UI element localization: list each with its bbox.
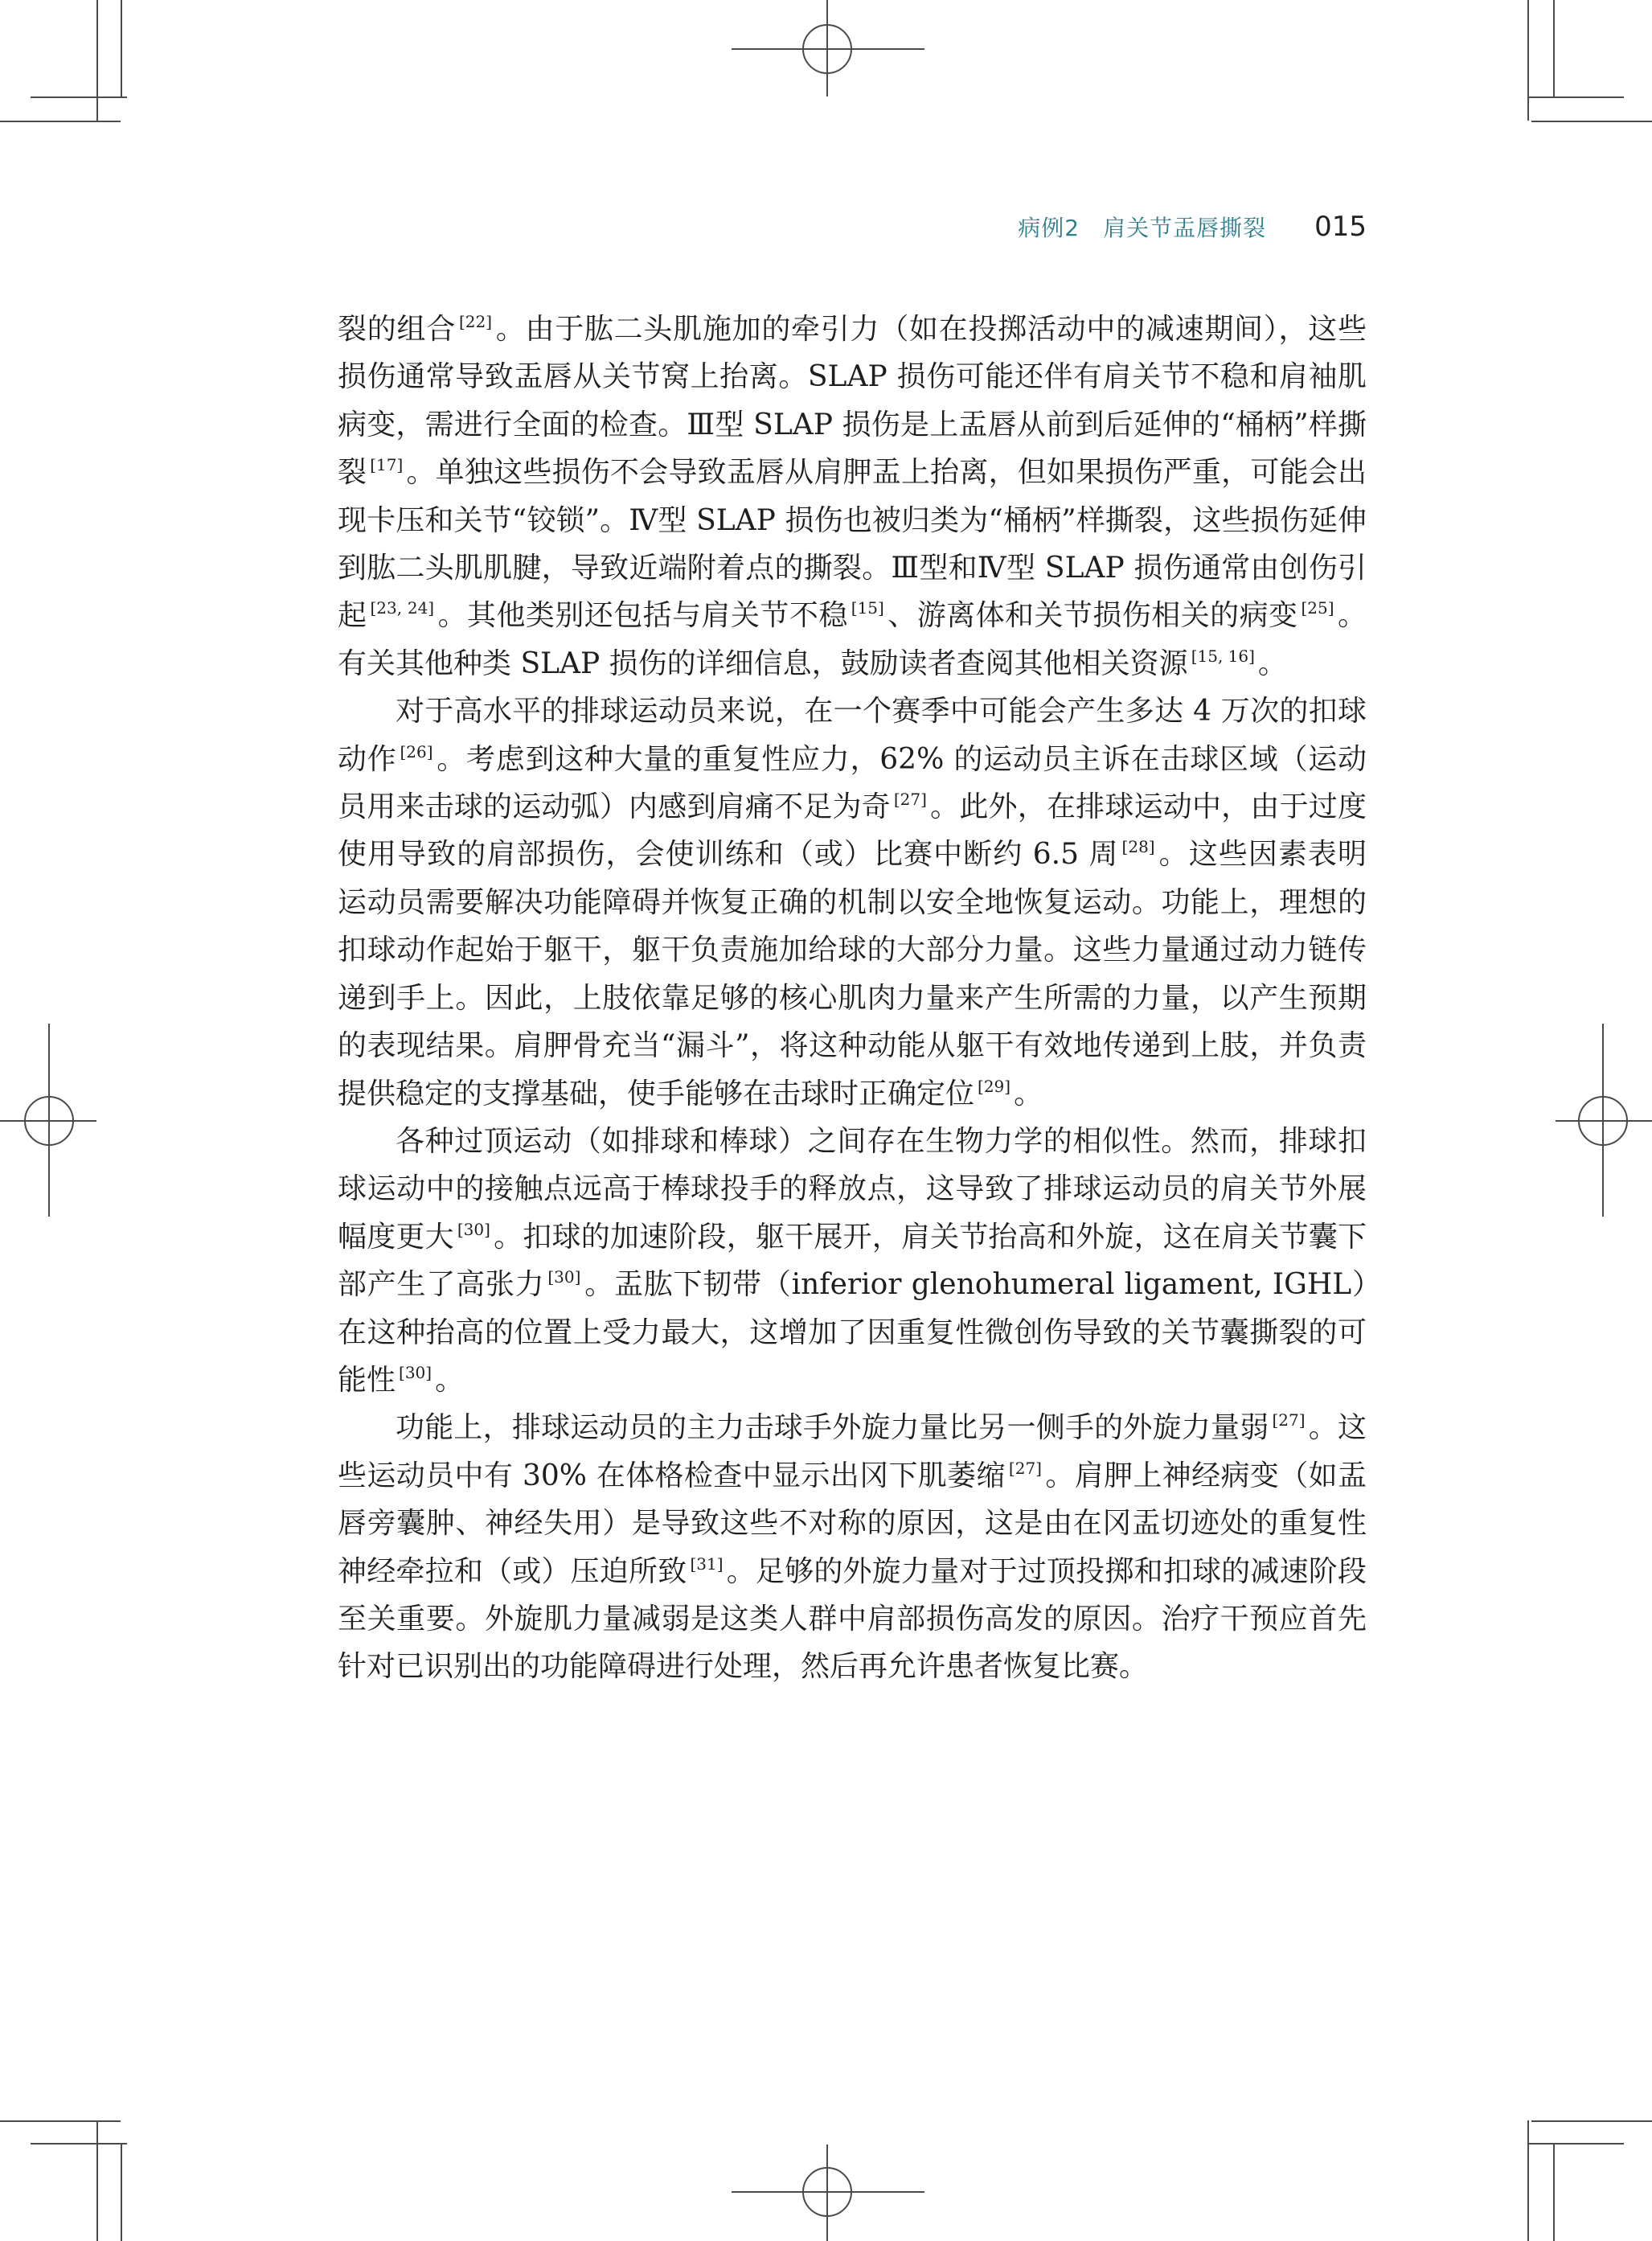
text-run: 对于高水平的排球运动员来说，在一个赛季中可能会产生多达 4 万次的扣球动作 [338,695,1367,776]
citation-ref: [27] [1008,1458,1042,1478]
text-run: 。盂肱下韧带（inferior glenohumeral ligament, IGHL）在这种抬高的位置上受力最大，这增加了因重复性微创伤导致的关节囊撕裂的可能性 [338,1268,1367,1397]
citation-ref: [30] [399,1362,432,1382]
text-run: 。由于肱二头肌施加的牵引力（如在投掷活动中的减速期间），这些损伤通常导致盂唇从关节窝上抬离。SLAP 损伤可能还伴有肩关节不稳和肩袖肌病变，需进行全面的检查。Ⅲ型 SLAP 损伤是上盂唇从前到后延伸的“桶柄”样撕裂 [338,313,1367,490]
citation-ref: [26] [400,741,433,761]
text-run: 。这些因素表明运动员需要解决功能障碍并恢复正确的机制以安全地恢复运动。功能上，理想的扣球动作起始于躯干，躯干负责施加给球的大部分力量。这些力量通过动力链传递到手上。因此，上肢依靠足够的核心肌肉力量来产生所需的力量，以产生预期的表现结果。肩胛骨充当“漏斗”，将这种动能从躯干有效地传递到上肢，并负责提供稳定的支撑基础，使手能够在击球时正确定位 [338,838,1367,1110]
citation-ref: [15] [851,598,884,618]
citation-ref: [31] [690,1554,724,1574]
page-number: 015 [1314,211,1367,243]
text-run: 。 [1257,646,1287,680]
text-run: 。 [1014,1077,1043,1110]
citation-ref: [23, 24] [370,598,435,618]
text-run: 各种过顶运动（如排球和棒球）之间存在生物力学的相似性。然而，排球扣球运动中的接触点远高于棒球投手的释放点，这导致了排球运动员的肩关节外展幅度更大 [338,1124,1367,1254]
chapter-title: 病例2 肩关节盂唇撕裂 [1018,215,1267,241]
text-run: 。足够的外旋力量对于过顶投掷和扣球的减速阶段至关重要。外旋肌力量减弱是这类人群中肩部损伤高发的原因。治疗干预应首先针对已识别出的功能障碍进行处理，然后再允许患者恢复比赛。 [338,1554,1367,1684]
citation-ref: [22] [458,312,492,331]
text-run: 。有关其他种类 SLAP 损伤的详细信息，鼓励读者查阅其他相关资源 [338,599,1367,680]
paragraph [338,1118,1367,1404]
text-run: 。扣球的加速阶段，躯干展开，肩关节抬高和外旋，这在肩关节囊下部产生了高张力 [338,1220,1367,1302]
text-run: 。此外，在排球运动中，由于过度使用导致的肩部损伤，会使训练和（或）比赛中断约 6.5 周 [338,790,1367,872]
text-run: 、游离体和关节损伤相关的病变 [887,599,1298,633]
paragraph [338,687,1367,1118]
citation-ref: [30] [547,1267,581,1287]
text-run: 。单独这些损伤不会导致盂唇从肩胛盂上抬离，但如果损伤严重，可能会出现卡压和关节“铰锁”。Ⅳ型 SLAP 损伤也被归类为“桶柄”样撕裂，这些损伤延伸到肱二头肌肌腱，导致近端附着点的撕裂。Ⅲ型和Ⅳ型 SLAP 损伤通常由创伤引起 [338,456,1367,633]
text-run: 。肩胛上神经病变（如盂唇旁囊肿、神经失用）是导致这些不对称的原因，这是由在冈盂切迹处的重复性神经牵拉和（或）压迫所致 [338,1459,1367,1588]
citation-ref: [15, 16] [1191,646,1255,666]
citation-ref: [28] [1121,837,1155,857]
text-run: 。这些运动员中有 30% 在体格检查中显示出冈下肌萎缩 [338,1411,1367,1492]
citation-ref: [27] [1272,1410,1306,1430]
text-run: 裂的组合 [338,313,456,346]
citation-ref: [29] [978,1076,1011,1096]
citation-ref: [27] [893,790,927,810]
text-run: 。其他类别还包括与肩关节不稳 [437,599,848,633]
paragraph [338,1404,1367,1690]
citation-ref: [30] [457,1219,490,1239]
text-run: 功能上，排球运动员的主力击球手外旋力量比另一侧手的外旋力量弱 [396,1411,1269,1445]
paragraph [338,306,1367,687]
citation-ref: [25] [1301,598,1334,618]
body-text [338,306,1367,1691]
text-run: 。 [435,1363,465,1397]
running-header [933,211,1367,243]
text-run: 。考虑到这种大量的重复性应力，62% 的运动员主诉在击球区域（运动员用来击球的运动弧）内感到肩痛不足为奇 [338,742,1367,824]
citation-ref: [17] [370,455,404,475]
